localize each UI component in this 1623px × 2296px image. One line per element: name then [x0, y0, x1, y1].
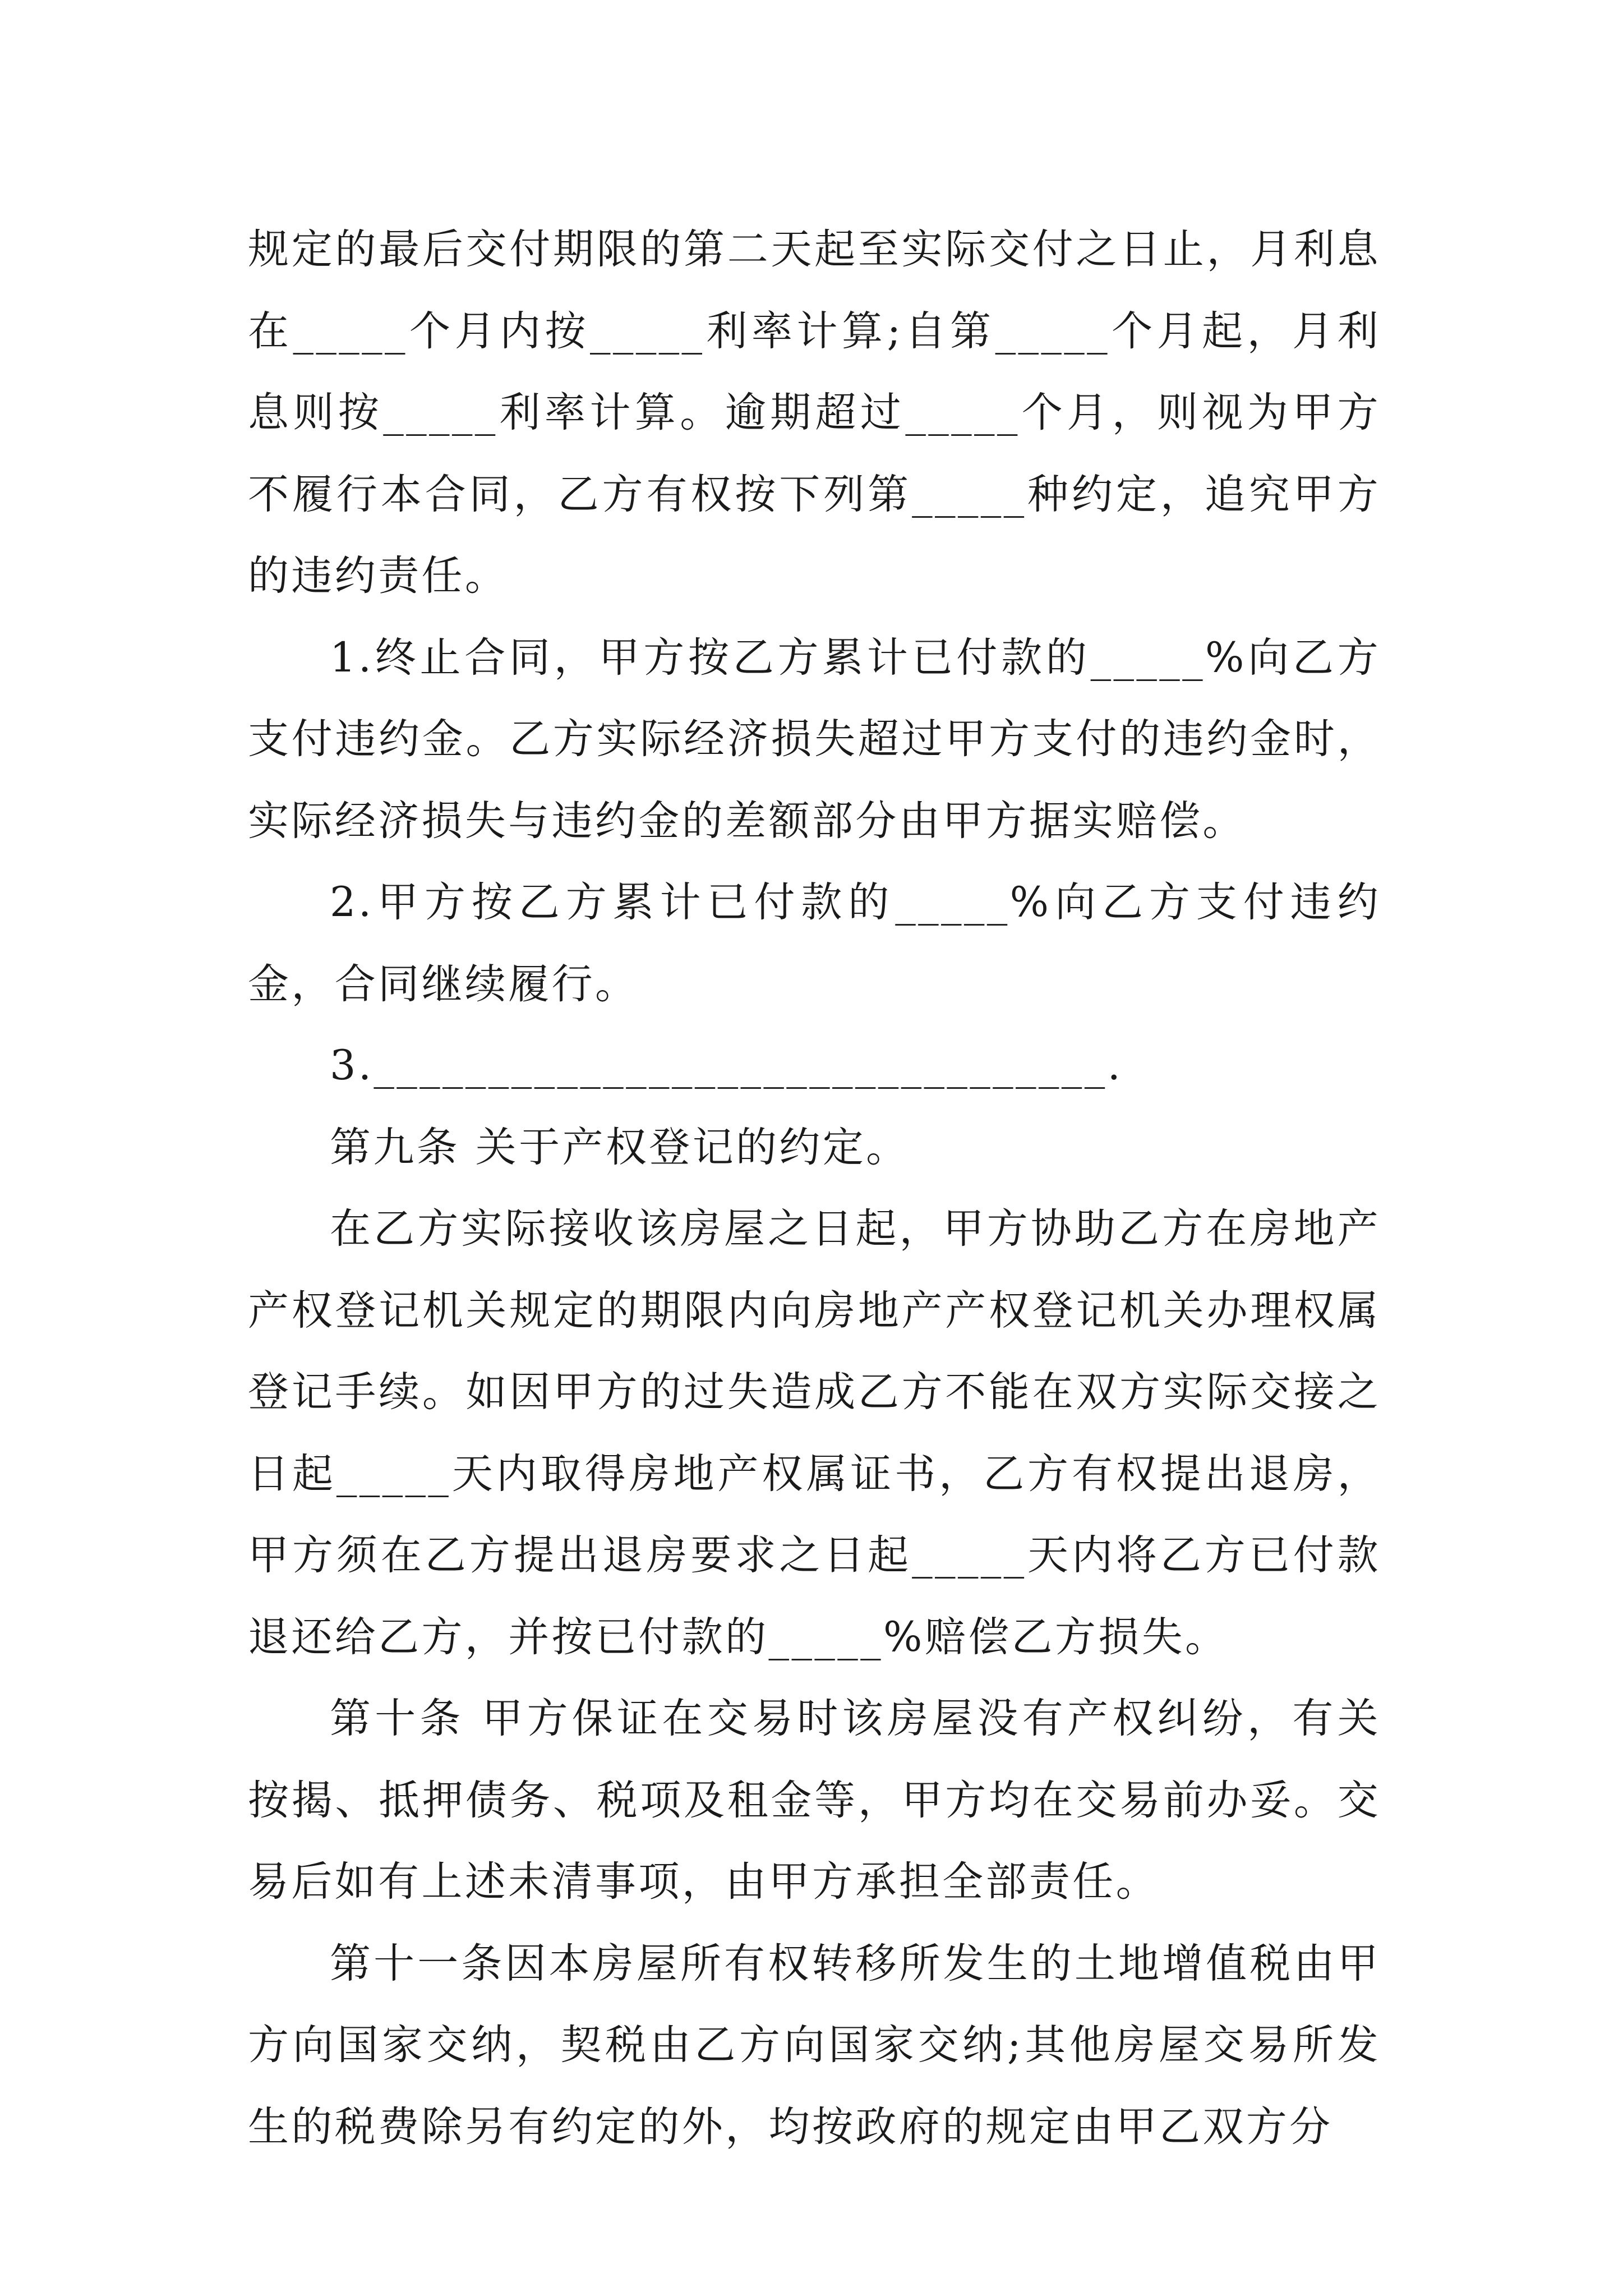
article-9-body: 在乙方实际接收该房屋之日起，甲方协助乙方在房地产产权登记机关规定的期限内向房地产产权登记机关办理权属登记手续。如因甲方的过失造成乙方不能在双方实际交接之日起_____天内取得房地产权属证书，乙方有权提出退房，甲方须在乙方提出退房要求之日起_____天内将乙方已付款退还给乙方，并按已付款的_____%赔偿乙方损失。	[248, 1205, 1381, 1661]
paragraph-continuation: 规定的最后交付期限的第二天起至实际交付之日止，月利息在_____个月内按_____利率计算;自第_____个月起，月利息则按_____利率计算。逾期超过_____个月，则视为甲方不履行本合同，乙方有权按下列第_____种约定，追究甲方的违约责任。	[248, 226, 1381, 600]
paragraph-option-1: 1.终止合同，甲方按乙方累计已付款的_____%向乙方支付违约金。乙方实际经济损失超过甲方支付的违约金时，实际经济损失与违约金的差额部分由甲方据实赔偿。	[248, 633, 1381, 845]
paragraph-option-2: 2.甲方按乙方累计已付款的_____%向乙方支付违约金，合同继续履行。	[248, 878, 1381, 1008]
article-10: 第十条 甲方保证在交易时该房屋没有产权纠纷，有关按揭、抵押债务、税项及租金等，甲方均在交易前办妥。交易后如有上述未清事项，由甲方承担全部责任。	[248, 1695, 1381, 1906]
article-11: 第十一条因本房屋所有权转移所发生的土地增值税由甲方向国家交纳，契税由乙方向国家交纳;其他房屋交易所发生的税费除另有约定的外，均按政府的规定由甲乙双方分	[248, 1939, 1381, 2151]
paragraph-option-3: 3.________________________________.	[330, 1042, 1123, 1089]
article-9-title: 第九条 关于产权登记的约定。	[330, 1123, 910, 1171]
document-body	[248, 209, 1381, 2168]
